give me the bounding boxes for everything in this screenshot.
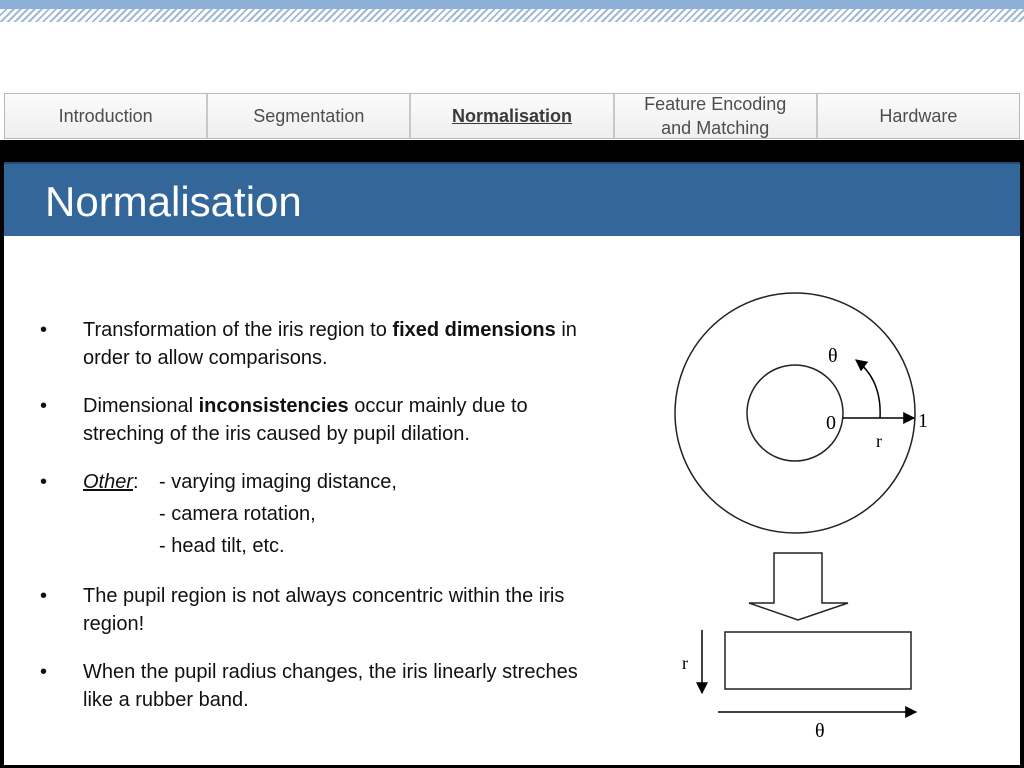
iris-outer-circle <box>675 293 915 533</box>
bullet-text-part: Dimensional <box>83 395 199 417</box>
bullet-item <box>40 658 580 714</box>
other-item: - varying imaging distance, <box>159 471 397 493</box>
label-theta-bottom: θ <box>815 720 825 742</box>
bullet-text <box>83 392 580 448</box>
bullet-text-part: Transformation of the iris region to <box>83 319 393 341</box>
bullet-text <box>83 466 580 562</box>
other-label-text: Other <box>83 471 134 493</box>
bullet-item <box>40 316 580 372</box>
nav-tab-feature-encoding[interactable] <box>615 94 818 138</box>
nav-tab-segmentation[interactable] <box>208 94 411 138</box>
nav-tab-label: Introduction <box>58 106 153 126</box>
nav-tab-normalisation[interactable] <box>411 94 614 138</box>
label-zero: 0 <box>826 412 836 434</box>
top-decorative-stripe <box>0 0 1024 22</box>
nav-tab-hardware[interactable] <box>818 94 1019 138</box>
normalised-rectangle <box>725 632 911 689</box>
bullet-text-part: in order to allow comparisons. <box>83 319 577 369</box>
bullet-text: When the pupil radius changes, the iris linearly streches like a rubber band. <box>83 661 578 711</box>
label-r-top: r <box>876 431 882 451</box>
nav-tab-label: Feature Encoding and Matching <box>644 94 787 138</box>
bullet-list <box>40 316 580 734</box>
bullet-text-part: occur mainly due to streching of the iris caused by pupil dilation. <box>83 395 528 445</box>
nav-tab-label: Normalisation <box>451 106 573 126</box>
theta-arc-arrow <box>856 360 880 418</box>
bullet-item <box>40 468 580 562</box>
nav-tab-introduction[interactable] <box>5 94 208 138</box>
bullet-dot: • <box>40 661 48 683</box>
bullet-item <box>40 392 580 448</box>
down-transform-arrow <box>749 553 848 620</box>
other-row <box>83 466 580 498</box>
frame-right-border <box>1020 162 1024 768</box>
label-theta-top: θ <box>828 345 838 367</box>
other-label <box>83 466 159 498</box>
other-item: - head tilt, etc. <box>159 535 285 557</box>
bullet-text: The pupil region is not always concentric within the iris region! <box>83 585 565 635</box>
bullet-dot: • <box>40 585 48 607</box>
slide-title: Normalisation <box>45 178 302 225</box>
bullet-dot: • <box>40 395 48 417</box>
nav-tab-label: Hardware <box>879 106 958 126</box>
bullet-emphasis: fixed dimensions <box>392 319 556 341</box>
slide-title-band <box>4 162 1020 236</box>
navigation-bar <box>4 93 1020 139</box>
normalisation-diagram <box>660 285 950 755</box>
bullet-emphasis: inconsistencies <box>198 395 349 417</box>
nav-tab-label: Segmentation <box>253 106 365 126</box>
header-divider-band <box>0 140 1024 162</box>
other-colon: : <box>133 471 139 493</box>
other-item: - camera rotation, <box>159 503 316 525</box>
frame-left-border <box>0 162 4 768</box>
label-r-bottom: r <box>682 653 688 673</box>
bullet-item <box>40 582 580 638</box>
label-one: 1 <box>918 410 928 432</box>
bullet-text <box>83 316 580 372</box>
bullet-dot: • <box>40 471 48 493</box>
bullet-dot: • <box>40 319 48 341</box>
